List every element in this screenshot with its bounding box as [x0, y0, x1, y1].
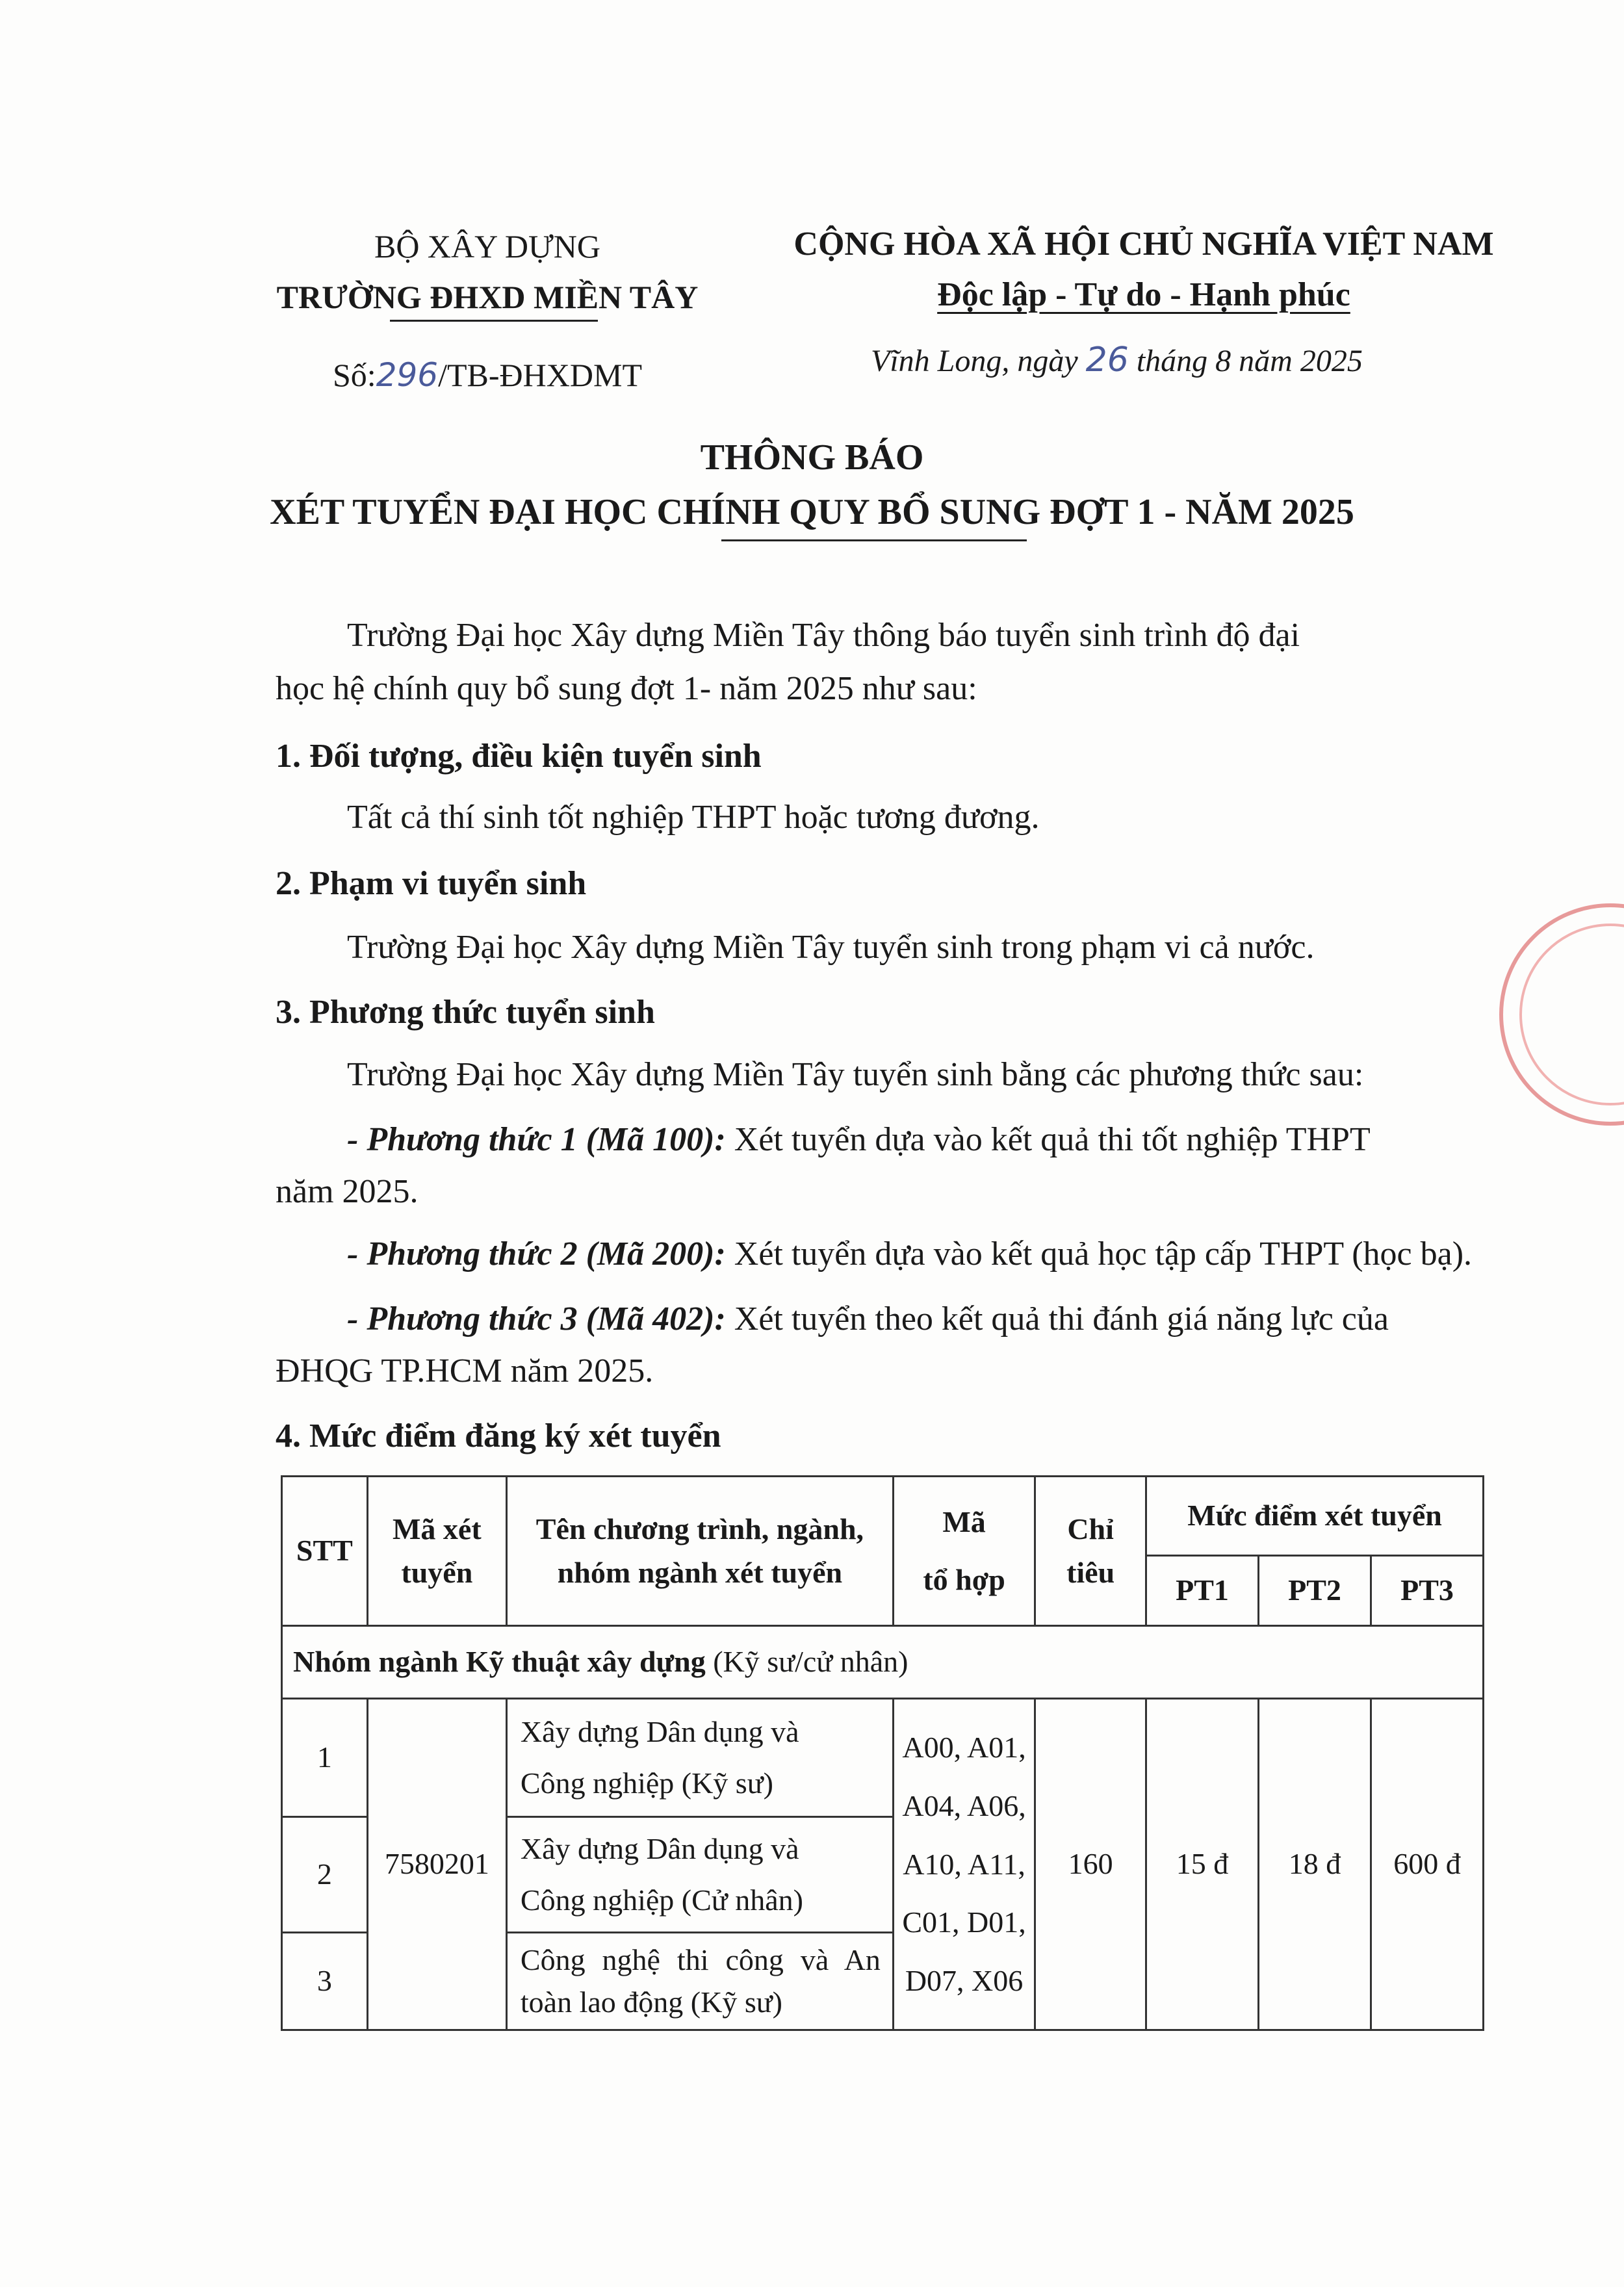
header-muc-diem: Mức điểm xét tuyển — [1146, 1477, 1484, 1556]
doc-number-handwritten: 296 — [376, 356, 439, 394]
method-1-text: Xét tuyển dựa vào kết quả thi tốt nghiệp THPT — [725, 1121, 1371, 1158]
section-2-heading: 2. Phạm vi tuyển sinh — [276, 865, 587, 902]
doc-number-prefix: Số: — [332, 357, 376, 393]
stamp-seal — [1499, 903, 1624, 1126]
row-2-name-a: Xây dựng Dân dụng và — [520, 1832, 799, 1866]
row-3-name — [506, 1933, 893, 2030]
section-1-heading: 1. Đối tượng, điều kiện tuyển sinh — [276, 738, 762, 775]
method-1-label: - Phương thức 1 (Mã 100): — [347, 1121, 726, 1158]
school-underline — [390, 320, 598, 322]
method-3-line-1 — [347, 1300, 1389, 1338]
header-ten-a: Tên chương trình, ngành, — [535, 1512, 864, 1545]
row-1-stt: 1 — [282, 1699, 368, 1817]
national-motto-text: Độc lập - Tự do - Hạnh phúc — [937, 276, 1350, 313]
method-2-text: Xét tuyển dựa vào kết quả học tập cấp THPT (học bạ). — [725, 1235, 1473, 1273]
header-pt2: PT2 — [1259, 1556, 1371, 1626]
document-title: THÔNG BÁO — [700, 437, 924, 478]
date-suffix: tháng 8 năm 2025 — [1128, 344, 1363, 378]
method-1-line-2: năm 2025. — [276, 1173, 419, 1210]
section-1-text: Tất cả thí sinh tốt nghiệp THPT hoặc tương đương. — [347, 799, 1040, 836]
row-3-stt: 3 — [282, 1933, 368, 2030]
combos-line-5: D07, X06 — [905, 1964, 1024, 1998]
header-ma-to-hop — [893, 1477, 1035, 1626]
header-ma-b: tổ hợp — [923, 1562, 1005, 1596]
section-3-text: Trường Đại học Xây dựng Miền Tây tuyển sinh bằng các phương thức sau: — [347, 1056, 1364, 1093]
title-underline — [721, 539, 1027, 541]
method-2-line — [347, 1235, 1472, 1273]
score-table — [281, 1475, 1484, 2031]
header-ma-xet-a: Mã xét — [393, 1512, 482, 1545]
method-3-line-2: ĐHQG TP.HCM năm 2025. — [276, 1352, 654, 1389]
method-3-text: Xét tuyển theo kết quả thi đánh giá năng lực của — [725, 1300, 1389, 1337]
shared-program-code: 7580201 — [367, 1699, 506, 2030]
intro-line-2: học hệ chính quy bổ sung đợt 1- năm 2025 như sau: — [276, 670, 977, 707]
row-3-name-b: toàn lao động (Kỹ sư) — [520, 1985, 782, 2019]
national-motto — [754, 276, 1534, 314]
combos-line-4: C01, D01, — [902, 1906, 1026, 1939]
table-row — [282, 1699, 1484, 1817]
table-group-row — [282, 1626, 1484, 1699]
school-name — [247, 278, 728, 316]
republic-name: CỘNG HÒA XÃ HỘI CHỦ NGHĨA VIỆT NAM — [793, 226, 1494, 263]
row-1-name-b: Công nghiệp (Kỹ sư) — [520, 1766, 773, 1800]
row-2-name-b: Công nghiệp (Cử nhân) — [520, 1883, 803, 1917]
header-chi-tieu — [1035, 1477, 1146, 1626]
header-program-name — [506, 1477, 893, 1626]
method-1-line-1 — [347, 1120, 1371, 1159]
row-2-name — [506, 1817, 893, 1933]
group-label-bold: Nhóm ngành Kỹ thuật xây dựng — [293, 1645, 706, 1679]
intro-line-1: Trường Đại học Xây dựng Miền Tây thông báo tuyển sinh trình độ đại — [347, 617, 1300, 654]
date-prefix: Vĩnh Long, ngày — [871, 344, 1086, 378]
header-stt: STT — [282, 1477, 368, 1626]
row-3-name-a: Công nghệ thi công và An — [520, 1943, 881, 1977]
row-2-stt: 2 — [282, 1817, 368, 1933]
doc-number-suffix: /TB-ĐHXDMT — [438, 357, 642, 393]
combos-line-2: A04, A06, — [902, 1789, 1026, 1822]
row-1-name-a: Xây dựng Dân dụng và — [520, 1715, 799, 1749]
shared-combinations — [893, 1699, 1035, 2030]
shared-quota: 160 — [1035, 1699, 1146, 2030]
table-header-row — [282, 1477, 1484, 1556]
date-day-handwritten: 26 — [1085, 341, 1129, 380]
ministry-name: BỘ XÂY DỰNG — [374, 228, 601, 265]
header-ma-xet-tuyen — [367, 1477, 506, 1626]
group-label — [282, 1626, 1484, 1699]
section-2-text: Trường Đại học Xây dựng Miền Tây tuyển sinh trong phạm vi cả nước. — [347, 929, 1315, 966]
header-pt3: PT3 — [1371, 1556, 1483, 1626]
section-4-heading: 4. Mức điểm đăng ký xét tuyển — [276, 1417, 721, 1454]
issue-date — [871, 341, 1363, 380]
school-name-text: TRƯỜNG ĐHXD MIỀN TÂY — [276, 279, 699, 315]
header-pt1: PT1 — [1146, 1556, 1259, 1626]
group-label-normal: (Kỹ sư/cử nhân) — [705, 1645, 909, 1679]
document-subtitle: XÉT TUYỂN ĐẠI HỌC CHÍNH QUY BỔ SUNG ĐỢT 1 - NĂM 2025 — [270, 492, 1354, 532]
method-2-label: - Phương thức 2 (Mã 200): — [347, 1235, 726, 1273]
combos-line-3: A10, A11, — [903, 1847, 1025, 1881]
header-ma-xet-b: tuyển — [401, 1555, 473, 1589]
combos-line-1: A00, A01, — [902, 1731, 1026, 1764]
header-ma-a: Mã — [942, 1505, 986, 1538]
header-chi-a: Chỉ — [1067, 1512, 1114, 1545]
doc-number — [260, 356, 715, 394]
row-1-name — [506, 1699, 893, 1817]
method-3-label: - Phương thức 3 (Mã 402): — [347, 1300, 726, 1337]
header-chi-b: tiêu — [1066, 1555, 1115, 1589]
shared-pt2-score: 18 đ — [1259, 1699, 1371, 2030]
shared-pt3-score: 600 đ — [1371, 1699, 1483, 2030]
shared-pt1-score: 15 đ — [1146, 1699, 1259, 2030]
header-ten-b: nhóm ngành xét tuyển — [557, 1555, 843, 1589]
section-3-heading: 3. Phương thức tuyển sinh — [276, 994, 655, 1031]
